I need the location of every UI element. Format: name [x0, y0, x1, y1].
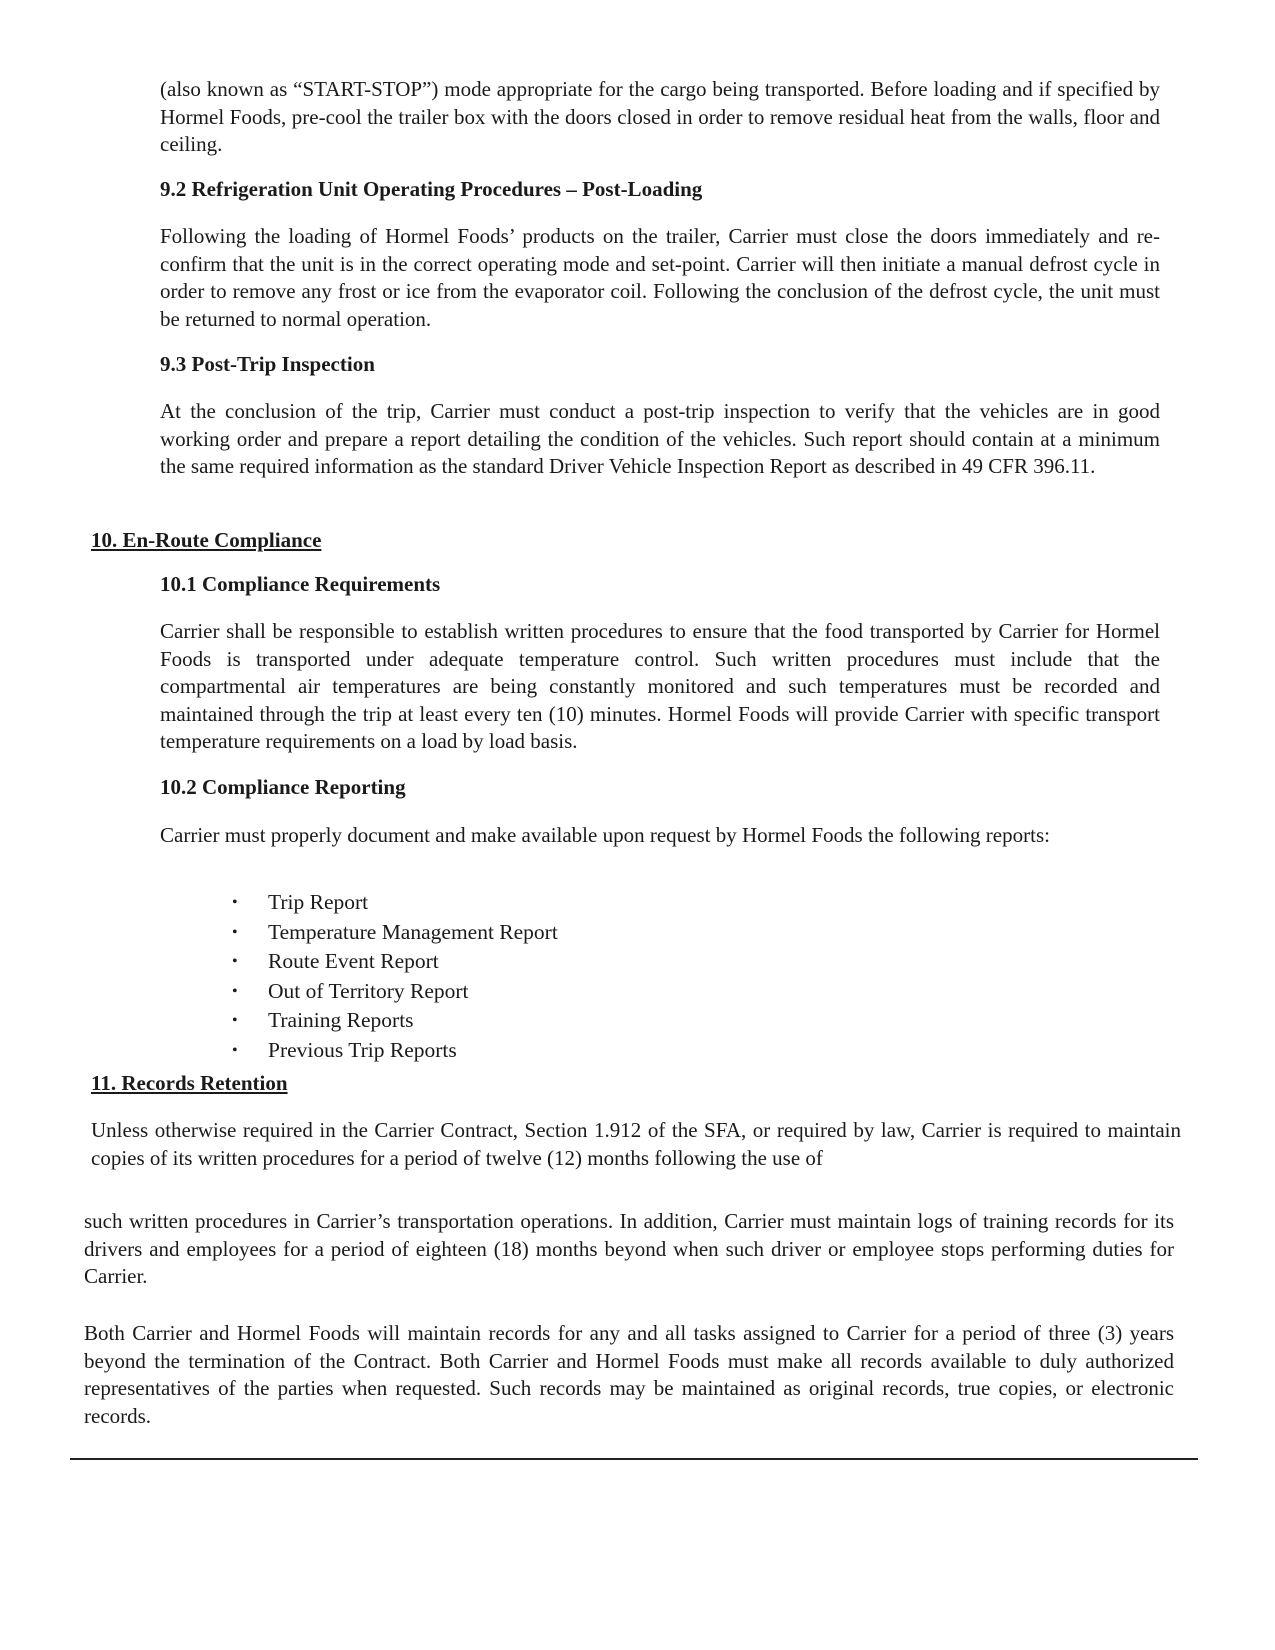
- section-10-2-heading: 10.2 Compliance Reporting: [160, 775, 406, 799]
- section-10-2-paragraph: Carrier must properly document and make available upon request by Hormel Foods the following reports:: [160, 823, 1050, 847]
- list-item: • Previous Trip Reports: [232, 1036, 832, 1066]
- section-11-paragraph-c: Both Carrier and Hormel Foods will maintain records for any and all tasks assigned to Carrier for a period of three (3) years beyond the termination of the Contract. Both Carrier and Hormel Foods must make all records available to duly authorized representatives of the parties when requested. Such records may be maintained as original records, true copies, or electronic records.: [84, 1321, 1174, 1428]
- section-9-3-paragraph: At the conclusion of the trip, Carrier must conduct a post-trip inspection to verify that the vehicles are in good working order and prepare a report detailing the condition of the vehicles. Such report should contain at a minimum the same required information as the standard Driver Vehicle Inspection Report as described in 49 CFR 396.11.: [160, 399, 1160, 478]
- bullet-icon: •: [232, 1041, 238, 1059]
- footer-divider: [70, 1458, 1198, 1460]
- section-10-heading: 10. En-Route Compliance: [91, 528, 322, 552]
- bullet-icon: •: [232, 894, 238, 911]
- bullet-icon: •: [232, 1012, 238, 1029]
- reports-list: [232, 888, 832, 1065]
- section-9-2-paragraph: Following the loading of Hormel Foods’ products on the trailer, Carrier must close the doors immediately and re-confirm that the unit is in the correct operating mode and set-point. Carrier will then initiate a manual defrost cycle in order to remove any frost or ice from the evaporator coil. Following the conclusion of the defrost cycle, the unit must be returned to normal operation.: [160, 224, 1160, 331]
- list-item: • Out of Territory Report: [232, 977, 832, 1007]
- list-item: • Trip Report: [232, 888, 832, 918]
- list-item: • Temperature Management Report: [232, 918, 832, 948]
- intro-paragraph: (also known as “START-STOP”) mode appropriate for the cargo being transported. Before loading and if specified by Hormel Foods, pre-cool the trailer box with the doors closed in order to remove residual heat from the walls, floor and ceiling.: [160, 77, 1160, 156]
- section-9-2-heading: 9.2 Refrigeration Unit Operating Procedures – Post-Loading: [160, 177, 703, 201]
- section-9-3-heading: 9.3 Post-Trip Inspection: [160, 352, 375, 376]
- bullet-icon: •: [232, 953, 238, 970]
- section-10-1-paragraph: Carrier shall be responsible to establish written procedures to ensure that the food transported by Carrier for Hormel Foods is transported under adequate temperature control. Such written procedures must include that the compartmental air temperatures are being constantly monitored and such temperatures must be recorded and maintained through the trip at least every ten (10) minutes. Hormel Foods will provide Carrier with specific transport temperature requirements on a load by load basis.: [160, 619, 1160, 753]
- bullet-icon: •: [232, 923, 238, 941]
- list-item: • Route Event Report: [232, 947, 832, 977]
- section-11-paragraph-a: Unless otherwise required in the Carrier Contract, Section 1.912 of the SFA, or required by law, Carrier is required to maintain copies of its written procedures for a period of twelve (12) months following the use of: [91, 1118, 1181, 1170]
- bullet-icon: •: [232, 982, 238, 1000]
- section-11-paragraph-b: such written procedures in Carrier’s transportation operations. In addition, Carrier must maintain logs of training records for its drivers and employees for a period of eighteen (18) months beyond when such driver or employee stops performing duties for Carrier.: [84, 1209, 1174, 1288]
- section-11-heading: 11. Records Retention: [91, 1071, 288, 1095]
- section-10-1-heading: 10.1 Compliance Requirements: [160, 572, 441, 596]
- list-item: • Training Reports: [232, 1006, 832, 1036]
